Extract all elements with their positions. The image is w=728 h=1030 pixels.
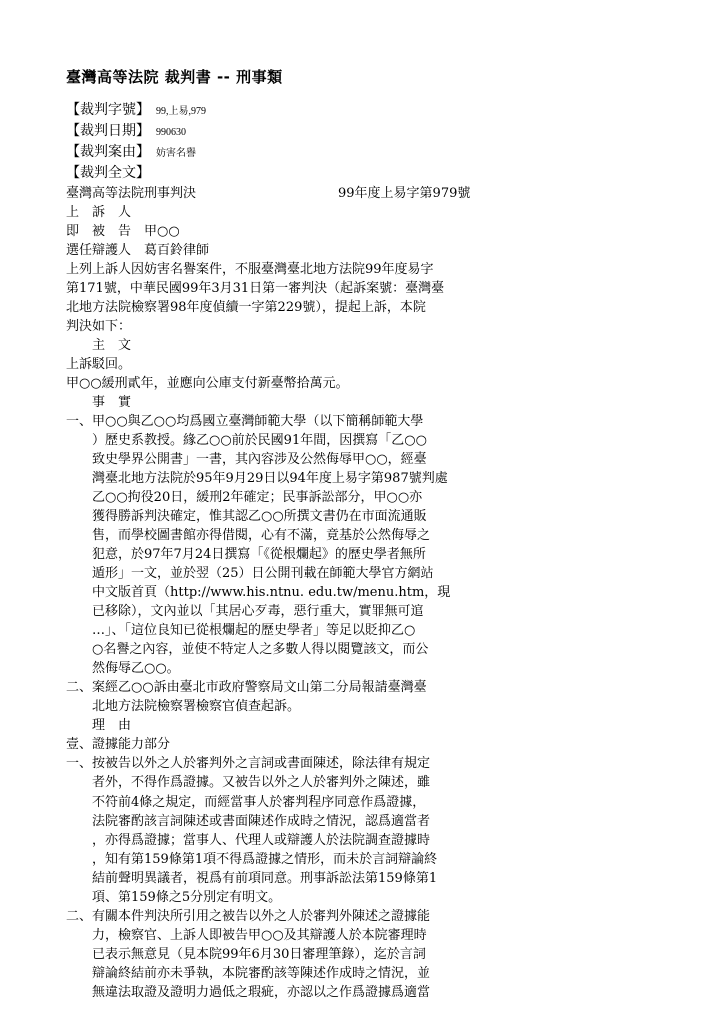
text-line: ，知有第159條第1項不得爲證據之情形，而未於言詞辯論終 bbox=[66, 851, 438, 867]
text-line: 即 被 告 甲○○ bbox=[66, 224, 180, 240]
text-line: 一、按被告以外之人於審判外之言詞或書面陳述，除法律有規定 bbox=[66, 756, 431, 772]
court-name: 臺灣高等法院刑事判決 bbox=[66, 186, 197, 201]
text-line: 北地方法院檢察署98年度偵續一字第229號），提起上訴，本院 bbox=[66, 300, 426, 316]
text-line: 已表示無意見（見本院99年6月30日審理筆錄），迄於言詞 bbox=[66, 946, 426, 962]
text-line: 然侮辱乙○○。 bbox=[66, 661, 180, 677]
meta-judgment-date bbox=[66, 121, 206, 142]
text-line: ，亦得爲證據；當事人、代理人或辯護人於法院調查證據時 bbox=[66, 832, 431, 848]
text-line: 不符前4條之規定，而經當事人於審判程序同意作爲證據， bbox=[66, 794, 426, 810]
text-line: 辯論終結前亦未爭執，本院審酌該等陳述作成時之情況，並 bbox=[66, 965, 431, 981]
text-line: 甲○○緩刑貳年，並應向公庫支付新臺幣拾萬元。 bbox=[66, 376, 349, 392]
text-line: 二、案經乙○○訴由臺北市政府警察局文山第二分局報請臺灣臺 bbox=[66, 680, 427, 696]
text-line: 結前聲明異議者，視爲有前項同意。刑事訴訟法第159條第1 bbox=[66, 870, 438, 886]
text-line: 理 由 bbox=[66, 718, 132, 734]
text-line: ○名譽之內容，並使不特定人之多數人得以閱覽該文，而公 bbox=[66, 642, 429, 658]
text-line: 犯意，於97年7月24日撰寫「《從根爛起》的歷史學者無所 bbox=[66, 547, 426, 563]
meta-value: 990630 bbox=[156, 127, 186, 138]
meta-label: 【裁判日期】 bbox=[66, 123, 150, 139]
document-title: 臺灣高等法院 裁判書 -- 刑事類 bbox=[66, 68, 283, 86]
text-line: ）歷史系教授。緣乙○○前於民國91年間，因撰寫「乙○○ bbox=[66, 433, 427, 449]
text-line: 第171號，中華民國99年3月31日第一審判決（起訴案號：臺灣臺 bbox=[66, 281, 445, 297]
meta-case-number bbox=[66, 100, 206, 121]
text-line: 項、第159條之5分別定有明文。 bbox=[66, 889, 282, 905]
text-line: 遁形」一文，並於翌（25）日公開刊載在師範大學官方網站 bbox=[66, 566, 434, 582]
judgment-body bbox=[66, 184, 486, 1002]
meta-label: 【裁判案由】 bbox=[66, 144, 150, 160]
text-line: 二、有關本件判決所引用之被告以外之人於審判外陳述之證據能 bbox=[66, 908, 431, 924]
text-line: 者外，不得作爲證據。又被告以外之人於審判外之陳述，雖 bbox=[66, 775, 431, 791]
text-line: 選任辯護人 葛百鈴律師 bbox=[66, 243, 210, 259]
text-line: 主 文 bbox=[66, 338, 132, 354]
meta-value: 妨害名譽 bbox=[156, 148, 196, 159]
text-line: 事 實 bbox=[66, 395, 132, 411]
meta-full-text bbox=[66, 163, 206, 184]
text-line: 力，檢察官、上訴人即被告甲○○及其辯護人於本院審理時 bbox=[66, 927, 427, 943]
text-line: 上訴駁回。 bbox=[66, 357, 132, 373]
text-line: 上 訴 人 bbox=[66, 205, 132, 221]
text-line: 上列上訴人因妨害名譽案件，不服臺灣臺北地方法院99年度易字 bbox=[66, 262, 434, 278]
text-line: …」、「這位良知已從根爛起的歷史學者」等足以貶抑乙○ bbox=[66, 623, 416, 639]
text-line: 無違法取證及證明力過低之瑕疵，亦認以之作爲證據爲適當 bbox=[66, 984, 431, 1000]
text-line: 致史學界公開書」一書，其內容涉及公然侮辱甲○○，經臺 bbox=[66, 452, 427, 468]
meta-label: 【裁判字號】 bbox=[66, 102, 150, 118]
meta-label: 【裁判全文】 bbox=[66, 165, 150, 181]
text-line: 灣臺北地方法院於95年9月29日以94年度上易字第987號判處 bbox=[66, 471, 448, 487]
text-line: 中文版首頁（http://www.his.ntnu. edu.tw/menu.htm，現 bbox=[66, 585, 451, 601]
case-number: 99年度上易字第979號 bbox=[338, 186, 471, 201]
case-metadata bbox=[66, 100, 206, 184]
text-line: 一、甲○○與乙○○均爲國立臺灣師範大學（以下簡稱師範大學 bbox=[66, 414, 424, 430]
text-line: 法院審酌該言詞陳述或書面陳述作成時之情況，認爲適當者 bbox=[66, 813, 431, 829]
text-line: 售，而學校圖書館亦得借閱，心有不滿，竟基於公然侮辱之 bbox=[66, 528, 431, 544]
meta-case-cause bbox=[66, 142, 206, 163]
text-line: 北地方法院檢察署檢察官偵查起訴。 bbox=[66, 699, 301, 715]
text-line: 乙○○拘役20日，緩刑2年確定；民事訴訟部分，甲○○亦 bbox=[66, 490, 423, 506]
text-line: 壹、證據能力部分 bbox=[66, 737, 171, 753]
text-line: 獲得勝訴判決確定，惟其認乙○○所撰文書仍在市面流通販 bbox=[66, 509, 427, 525]
meta-value: 99,上易,979 bbox=[156, 106, 206, 117]
text-line: 已移除），文內並以「其居心歹毒，惡行重大，實罪無可逭 bbox=[66, 604, 424, 620]
text-line: 判決如下： bbox=[66, 319, 132, 335]
court-header bbox=[66, 184, 486, 203]
